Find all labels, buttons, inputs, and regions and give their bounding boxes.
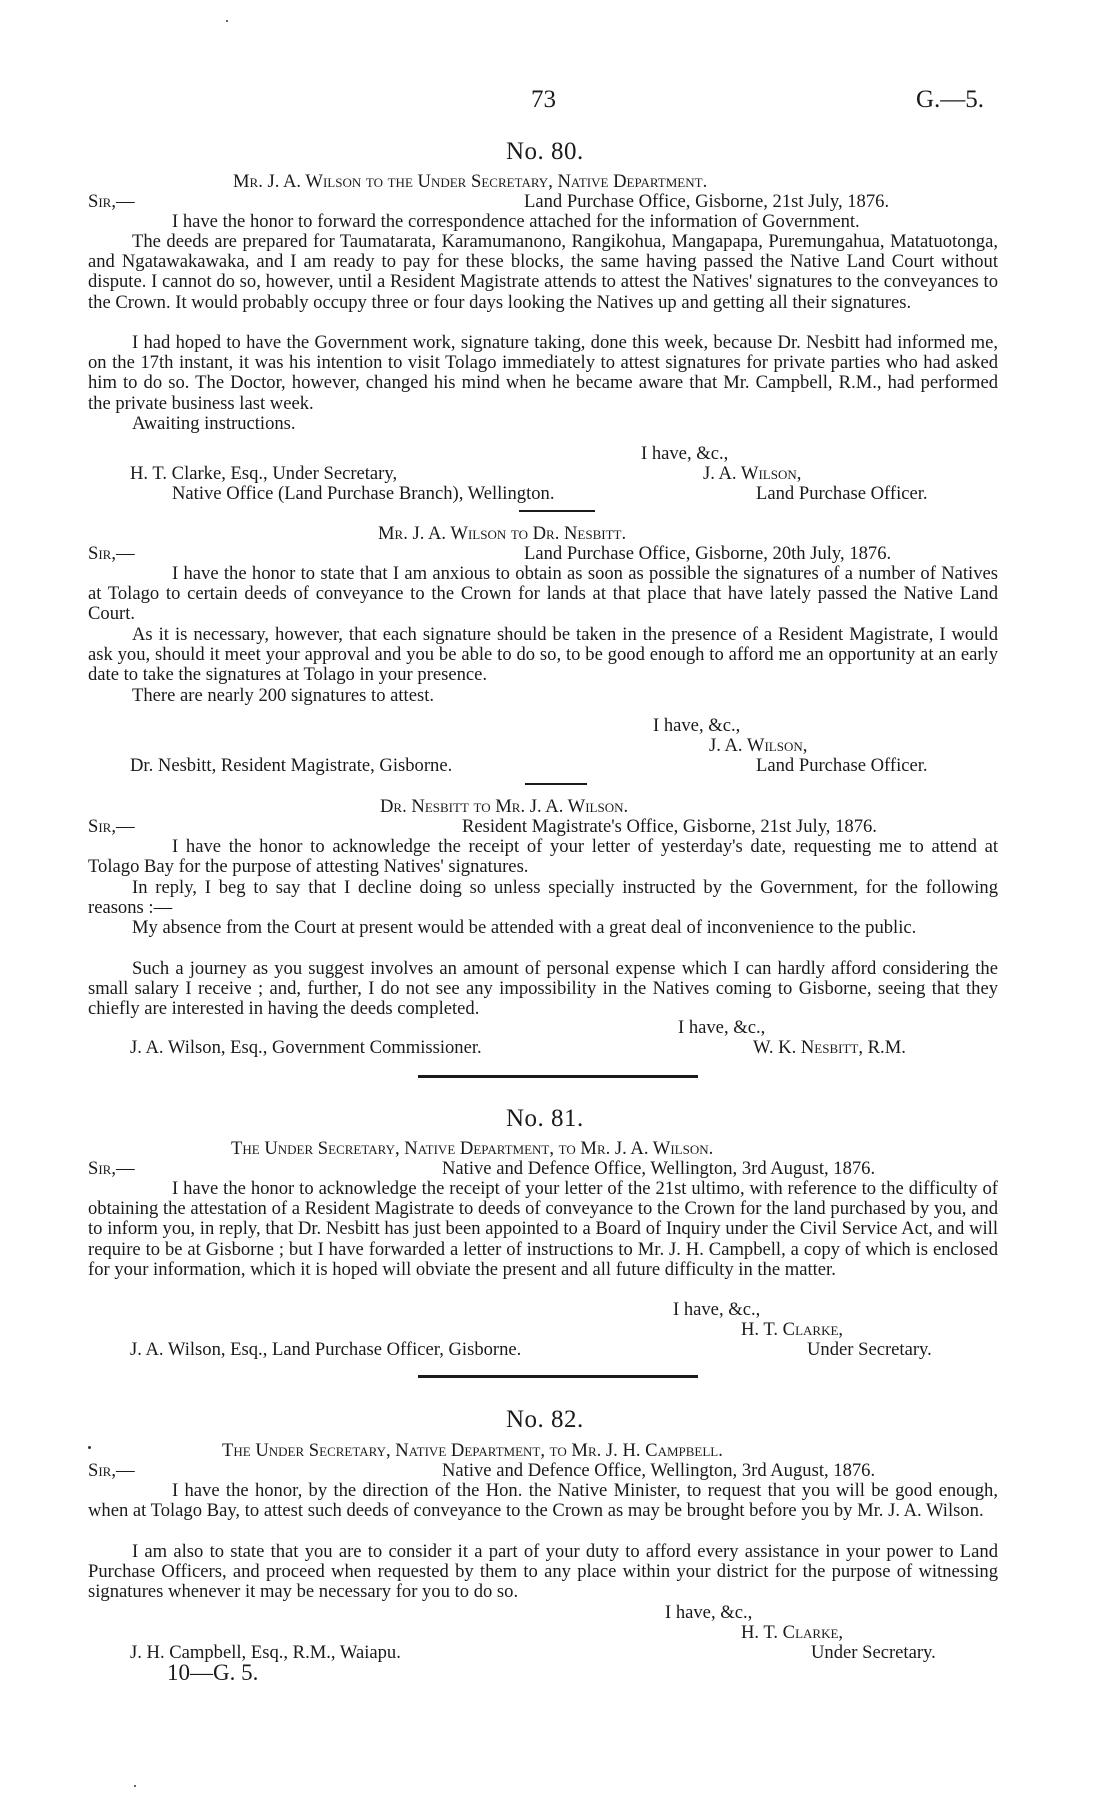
letter-paragraph: I have the honor to acknowledge the receipt of your letter of yesterday's date, requesting me to attend at Tolago Bay for the purpose of attesting Natives' signatures. <box>88 836 998 878</box>
signer-title: Under Secretary. <box>811 1642 936 1663</box>
letter-paragraph: I have the honor to state that I am anxious to obtain as soon as possible the signatures of a number of Natives at Tolago to certain deeds of conveyance to the Crown for lands at that place that have lately passed the Native Land Court. <box>88 563 998 625</box>
salutation: Sir,— <box>88 191 135 212</box>
signer-name: J. A. Wilson, <box>709 735 808 756</box>
signer-title: Under Secretary. <box>807 1339 932 1360</box>
letter-heading: Mr. J. A. Wilson to Dr. Nesbitt. <box>378 523 627 544</box>
salutation: Sir,— <box>88 1158 135 1179</box>
section-number: No. 82. <box>506 1406 584 1433</box>
letter-paragraph: In reply, I beg to say that I decline doing so unless specially instructed by the Government, for the following reasons :— <box>88 877 998 919</box>
salutation: Sir,— <box>88 1460 135 1481</box>
signer-name: H. T. Clarke, <box>741 1319 844 1340</box>
addressee: J. H. Campbell, Esq., R.M., Waiapu. <box>130 1642 401 1663</box>
dateline: Resident Magistrate's Office, Gisborne, 21st July, 1876. <box>462 816 877 837</box>
page-number: 73 <box>531 86 556 113</box>
signer-title: Land Purchase Officer. <box>756 755 928 776</box>
dateline: Native and Defence Office, Wellington, 3rd August, 1876. <box>442 1158 876 1179</box>
print-speck <box>226 20 228 22</box>
letter-heading: Dr. Nesbitt to Mr. J. A. Wilson. <box>380 796 629 817</box>
print-speck <box>88 1446 91 1449</box>
letter-paragraph: I had hoped to have the Government work, signature taking, done this week, because Dr. Nesbitt had informed me, on the 17th instant, it was his intention to visit Tolago immediately to attest signatures for private parties who had asked him to do so. The Doctor, however, changed his mind when he became aware that Mr. Campbell, R.M., had performed the private business last week. <box>88 332 998 414</box>
letter-heading: Mr. J. A. Wilson to the Under Secretary, Native Department. <box>233 171 708 192</box>
letter-paragraph: The deeds are prepared for Taumatarata, Karamumanono, Rangikohua, Mangapapa, Puremungahua, Matatuotonga, and Ngatawakawaka, and I am ready to pay for these blocks, the same having passed the Native Land Court without dispute. I cannot do so, however, until a Resident Magistrate attends to attest the Natives' signatures to the conveyances to the Crown. It would probably occupy three or four days looking the Natives up and getting all their signatures. <box>88 231 998 313</box>
signer-name: H. T. Clarke, <box>741 1622 844 1643</box>
dateline: Native and Defence Office, Wellington, 3rd August, 1876. <box>442 1460 876 1481</box>
addressee: Native Office (Land Purchase Branch), Wellington. <box>172 483 555 504</box>
letter-paragraph: Such a journey as you suggest involves an amount of personal expense which I can hardly afford considering the small salary I receive ; and, further, I do not see any impossibility in the Natives coming to Gisborne, seeing that they chiefly are interested in having the deeds completed. <box>88 958 998 1020</box>
closing: I have, &c., <box>665 1602 753 1623</box>
addressee: H. T. Clarke, Esq., Under Secretary, <box>130 463 398 484</box>
letter-paragraph: I have the honor to forward the correspondence attached for the information of Government. <box>172 211 860 232</box>
signer-name: J. A. Wilson, <box>703 463 802 484</box>
letter-divider <box>525 783 587 785</box>
letter-paragraph: My absence from the Court at present would be attended with a great deal of inconvenience to the public. <box>132 917 917 938</box>
document-code: G.—5. <box>916 86 985 113</box>
letter-paragraph: I have the honor to acknowledge the receipt of your letter of the 21st ultimo, with reference to the difficulty of obtaining the attestation of a Resident Magistrate to deeds of conveyance to the Crown for the land purchased by you, and to inform you, in reply, that Dr. Nesbitt has just been appointed to a Board of Inquiry under the Civil Service Act, and will require to be at Gisborne ; but I have forwarded a letter of instructions to Mr. J. H. Campbell, a copy of which is enclosed for your information, which it is hoped will obviate the present and all future difficulty in the matter. <box>88 1178 998 1280</box>
section-divider <box>418 1375 698 1378</box>
letter-paragraph: I have the honor, by the direction of the Hon. the Native Minister, to request that you will be good enough, when at Tolago Bay, to attest such deeds of conveyance to the Crown as may be brought before you by Mr. J. A. Wilson. <box>88 1480 998 1522</box>
letter-paragraph: Awaiting instructions. <box>132 413 296 434</box>
dateline: Land Purchase Office, Gisborne, 20th July, 1876. <box>524 543 892 564</box>
letter-paragraph: There are nearly 200 signatures to attest. <box>132 685 435 706</box>
salutation: Sir,— <box>88 543 135 564</box>
signature-mark: 10—G. 5. <box>167 1660 259 1685</box>
section-number: No. 80. <box>506 138 584 165</box>
dateline: Land Purchase Office, Gisborne, 21st July, 1876. <box>524 191 890 212</box>
letter-heading: The Under Secretary, Native Department, to Mr. J. A. Wilson. <box>231 1138 714 1159</box>
letter-heading: The Under Secretary, Native Department, to Mr. J. H. Campbell. <box>222 1440 723 1461</box>
section-number: No. 81. <box>506 1105 584 1132</box>
closing: I have, &c., <box>673 1299 761 1320</box>
signer-title: Land Purchase Officer. <box>756 483 928 504</box>
closing: I have, &c., <box>641 443 729 464</box>
letter-paragraph: I am also to state that you are to consider it a part of your duty to afford every assistance in your power to Land Purchase Officers, and proceed when requested by them to any place within your district for the purpose of witnessing signatures whenever it may be necessary for you to do so. <box>88 1541 998 1603</box>
salutation: Sir,— <box>88 816 135 837</box>
letter-paragraph: As it is necessary, however, that each signature should be taken in the presence of a Resident Magistrate, I would ask you, should it meet your approval and you be able to do so, to be good enough to afford me an opportunity at an early date to take the signatures at Tolago in your presence. <box>88 624 998 686</box>
addressee: J. A. Wilson, Esq., Land Purchase Officer, Gisborne. <box>130 1339 522 1360</box>
letter-divider <box>519 510 595 512</box>
addressee: J. A. Wilson, Esq., Government Commissioner. <box>130 1037 482 1058</box>
section-divider <box>418 1075 698 1078</box>
addressee: Dr. Nesbitt, Resident Magistrate, Gisborne. <box>130 755 453 776</box>
signer-name: W. K. Nesbitt, R.M. <box>753 1037 906 1058</box>
closing: I have, &c., <box>653 715 741 736</box>
closing: I have, &c., <box>678 1017 766 1038</box>
print-speck <box>134 1785 136 1787</box>
